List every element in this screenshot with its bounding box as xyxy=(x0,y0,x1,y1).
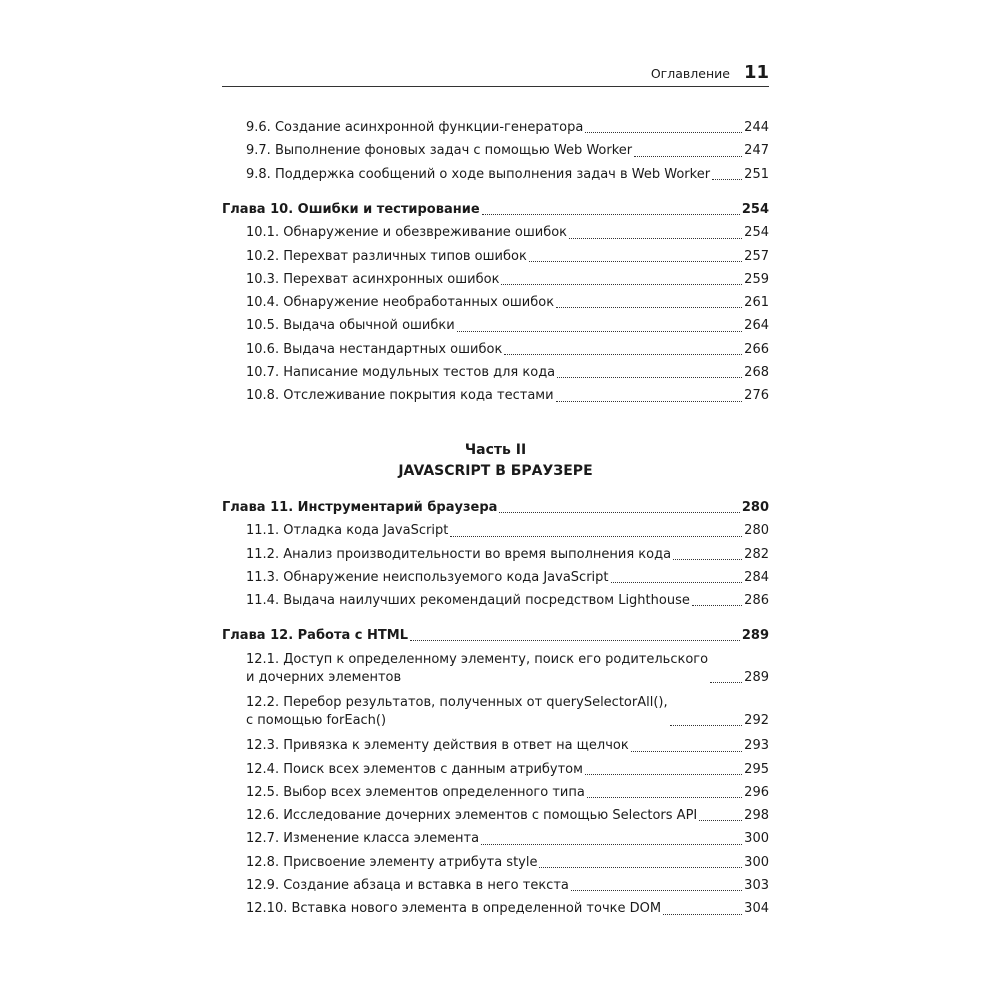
toc-entry[interactable] xyxy=(222,851,769,874)
toc-entry-label: 9.6. Создание асинхронной функции-генератора xyxy=(246,120,584,135)
toc-entry-page: 293 xyxy=(744,738,769,754)
toc-entry-page: 261 xyxy=(744,295,769,311)
toc-entry[interactable] xyxy=(222,566,769,589)
toc-chapter-11 xyxy=(222,496,769,612)
toc-entry-label: 11.1. Отладка кода JavaScript xyxy=(246,523,449,539)
toc-entry-page: 292 xyxy=(744,713,769,729)
toc-entry[interactable] xyxy=(222,543,769,566)
running-header-title: Оглавление xyxy=(650,66,730,81)
toc-chapter-page: 289 xyxy=(741,628,769,643)
running-header xyxy=(222,62,769,84)
toc-entry[interactable] xyxy=(222,338,769,361)
toc-entry-label: 10.4. Обнаружение необработанных ошибок xyxy=(246,295,555,311)
dot-leader xyxy=(481,843,742,845)
toc-entry-label: 9.8. Поддержка сообщений о ходе выполнения задач в Web Worker xyxy=(246,166,711,182)
toc-entry-label: 10.6. Выдача нестандартных ошибок xyxy=(246,341,503,357)
toc-entry[interactable] xyxy=(222,361,769,384)
dot-leader xyxy=(501,283,742,285)
toc-chapter-12 xyxy=(222,624,769,921)
toc-entry-page: 286 xyxy=(744,593,769,609)
dot-leader xyxy=(556,400,743,402)
toc-entry[interactable] xyxy=(222,827,769,850)
toc-entry-page: 296 xyxy=(744,784,769,800)
toc-entry-label: 12.9. Создание абзаца и вставка в него текста xyxy=(246,878,569,894)
toc-entry[interactable] xyxy=(222,781,769,804)
toc-entry-label: 12.6. Исследование дочерних элементов с помощью Selectors API xyxy=(246,808,698,824)
dot-leader xyxy=(699,819,742,821)
dot-leader xyxy=(585,773,742,775)
toc-entry-page: 289 xyxy=(744,670,769,686)
toc-entry-page: 247 xyxy=(744,143,769,159)
dot-leader xyxy=(670,724,743,726)
toc-entry[interactable] xyxy=(222,651,769,689)
dot-leader xyxy=(529,260,742,262)
toc-entry-label: 10.2. Перехват различных типов ошибок xyxy=(246,248,527,264)
toc-entry-line1: 12.1. Доступ к определенному элементу, поиск его родительского xyxy=(246,652,709,668)
toc-chapter[interactable] xyxy=(222,198,769,221)
toc-entry-label: 11.4. Выдача наилучших рекомендаций посредством Lighthouse xyxy=(246,593,690,609)
toc-entry-label: 10.1. Обнаружение и обезвреживание ошибок xyxy=(246,225,568,241)
toc-entry-page: 295 xyxy=(744,761,769,777)
toc-chapter-label: Глава 12. Работа с HTML xyxy=(222,628,408,643)
toc-chapter-label: Глава 10. Ошибки и тестирование xyxy=(222,202,480,217)
dot-leader xyxy=(673,558,742,560)
toc-entry-label: 12.8. Присвоение элементу атрибута style xyxy=(246,854,538,870)
dot-leader xyxy=(710,681,742,683)
toc-entry-label: 10.3. Перехват асинхронных ошибок xyxy=(246,271,500,287)
dot-leader xyxy=(585,131,742,133)
toc-entry-label: 12.10. Вставка нового элемента в определенной точке DOM xyxy=(246,901,662,917)
toc-entry[interactable] xyxy=(222,589,769,612)
part-heading xyxy=(222,440,769,482)
toc-entry[interactable] xyxy=(222,874,769,897)
dot-leader xyxy=(557,376,742,378)
toc-entry[interactable] xyxy=(222,116,769,139)
dot-leader xyxy=(556,306,742,308)
toc-entry-label: 12.4. Поиск всех элементов с данным атрибутом xyxy=(246,761,583,777)
toc-entry-label: 12.5. Выбор всех элементов определенного типа xyxy=(246,784,585,800)
toc-entry-page: 244 xyxy=(744,120,769,135)
toc-entry[interactable] xyxy=(222,163,769,186)
toc-entry[interactable] xyxy=(222,268,769,291)
toc-chapter-page: 280 xyxy=(741,500,769,515)
toc-entry-label: 10.5. Выдача обычной ошибки xyxy=(246,318,455,334)
toc-entry-label xyxy=(246,694,668,732)
dot-leader xyxy=(631,750,742,752)
dot-leader xyxy=(504,353,742,355)
toc-entry-page: 264 xyxy=(744,318,769,334)
toc-entry-label: 12.3. Привязка к элементу действия в ответ на щелчок xyxy=(246,738,629,754)
toc-entry-label: 10.7. Написание модульных тестов для кода xyxy=(246,365,556,381)
toc-entry-page: 280 xyxy=(744,523,769,539)
dot-leader xyxy=(482,213,740,215)
dot-leader xyxy=(611,581,743,583)
toc-entry[interactable] xyxy=(222,734,769,757)
toc-entry[interactable] xyxy=(222,139,769,162)
toc-entry[interactable] xyxy=(222,221,769,244)
header-rule xyxy=(222,86,769,87)
toc-entry[interactable] xyxy=(222,694,769,732)
toc-entry-page: 259 xyxy=(744,271,769,287)
toc-entry[interactable] xyxy=(222,519,769,542)
dot-leader xyxy=(499,511,739,513)
toc-entry-label: 9.7. Выполнение фоновых задач с помощью Web Worker xyxy=(246,143,633,159)
dot-leader xyxy=(692,604,742,606)
toc-entry-label: 11.2. Анализ производительности во время выполнения кода xyxy=(246,546,672,562)
toc-entry[interactable] xyxy=(222,758,769,781)
toc-entry-line2: с помощью forEach() xyxy=(246,713,387,729)
toc-entry-page: 300 xyxy=(744,854,769,870)
toc-entry-line1: 12.2. Перебор результатов, полученных от querySelectorAll(), xyxy=(246,695,668,711)
toc-entry[interactable] xyxy=(222,291,769,314)
toc-entry-page: 298 xyxy=(744,808,769,824)
toc-entry-page: 304 xyxy=(744,901,769,917)
dot-leader xyxy=(663,913,742,915)
dot-leader xyxy=(569,237,742,239)
toc-entry-page: 276 xyxy=(744,388,769,404)
toc-entry-page: 284 xyxy=(744,569,769,585)
dot-leader xyxy=(634,155,742,157)
toc-entry-page: 300 xyxy=(744,831,769,847)
dot-leader xyxy=(410,639,740,641)
toc-entry-label: 11.3. Обнаружение неиспользуемого кода JavaScript xyxy=(246,569,609,585)
toc-entry-label: 10.8. Отслеживание покрытия кода тестами xyxy=(246,388,554,404)
toc-entry-page: 254 xyxy=(744,225,769,241)
toc-entry-page: 251 xyxy=(744,166,769,182)
dot-leader xyxy=(450,535,742,537)
toc-chapter-page: 254 xyxy=(741,202,769,217)
toc-entry-page: 303 xyxy=(744,878,769,894)
toc-chapter[interactable] xyxy=(222,496,769,519)
toc-entry[interactable] xyxy=(222,897,769,920)
toc-entry[interactable] xyxy=(222,384,769,407)
page-number: 11 xyxy=(743,62,769,83)
dot-leader xyxy=(712,178,742,180)
toc-section-9 xyxy=(222,116,769,186)
toc-entry-page: 268 xyxy=(744,365,769,381)
toc-entry-line2: и дочерних элементов xyxy=(246,670,402,686)
toc-entry-page: 257 xyxy=(744,248,769,264)
toc-entry-page: 282 xyxy=(744,546,769,562)
toc-entry[interactable] xyxy=(222,245,769,268)
dot-leader xyxy=(457,330,742,332)
toc-entry-page: 266 xyxy=(744,341,769,357)
part-title: JAVASCRIPT В БРАУЗЕРЕ xyxy=(398,463,593,479)
toc-entry-label: 12.7. Изменение класса элемента xyxy=(246,831,480,847)
dot-leader xyxy=(539,866,742,868)
toc-chapter-label: Глава 11. Инструментарий браузера xyxy=(222,500,498,515)
part-number: Часть II xyxy=(464,442,527,458)
dot-leader xyxy=(571,889,742,891)
dot-leader xyxy=(587,796,742,798)
toc-entry-label xyxy=(246,651,708,689)
toc-entry[interactable] xyxy=(222,804,769,827)
toc-entry[interactable] xyxy=(222,314,769,337)
toc-chapter[interactable] xyxy=(222,624,769,647)
toc-chapter-10 xyxy=(222,198,769,408)
